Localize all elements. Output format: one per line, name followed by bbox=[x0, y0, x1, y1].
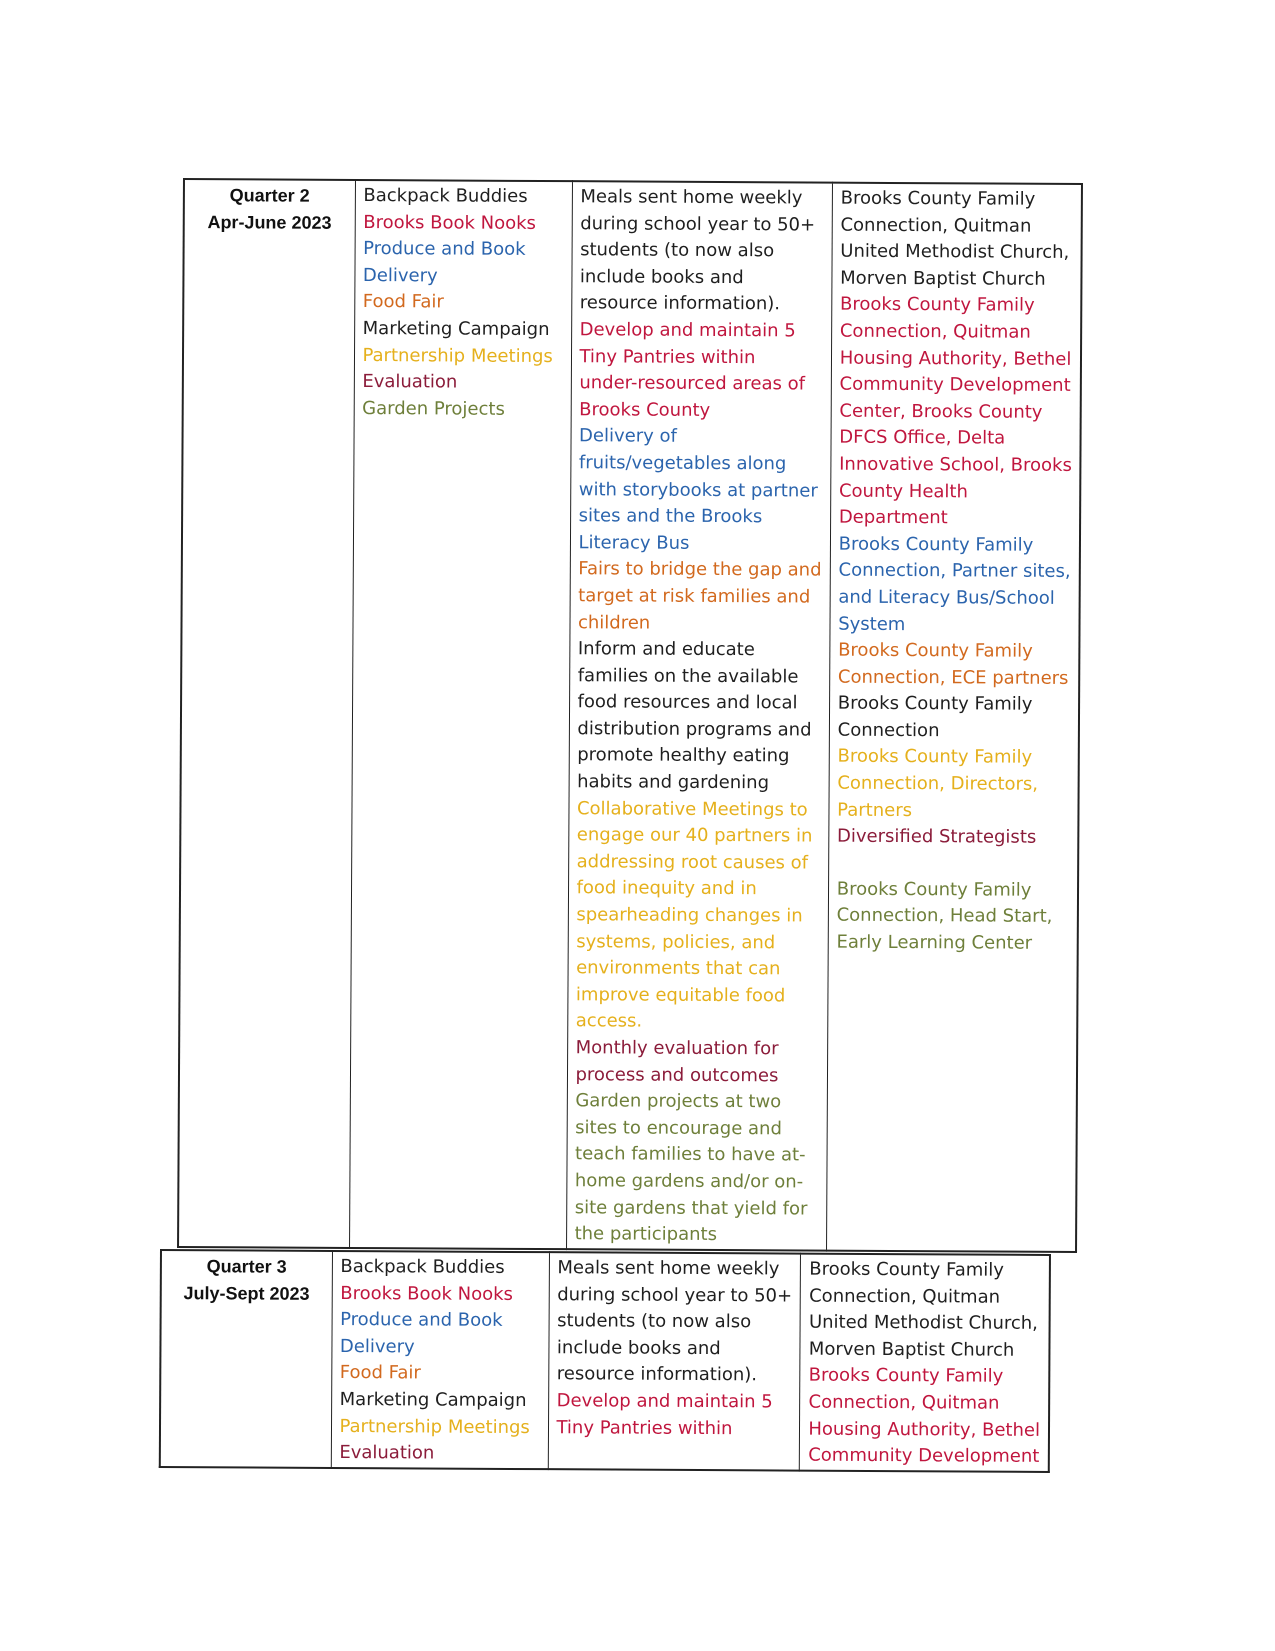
entry-line: Connection, Partner sites, bbox=[838, 559, 1071, 583]
entry-line: Connection, Head Start, bbox=[836, 905, 1053, 928]
entry-line: students (to now also bbox=[580, 239, 775, 262]
entry-line: Morven Baptist Church bbox=[840, 267, 1046, 290]
entry-line: fruits/vegetables along bbox=[578, 452, 787, 475]
entry-block bbox=[580, 184, 824, 318]
entry-line: Brooks County Family bbox=[837, 746, 1033, 769]
entry-line: environments that can bbox=[576, 957, 781, 980]
entry-line: Housing Authority, Bethel bbox=[808, 1418, 1041, 1441]
entry-line: under-resourced areas of bbox=[579, 372, 806, 395]
entry-line: target at risk families and bbox=[578, 585, 811, 608]
entry-line: United Methodist Church, bbox=[808, 1311, 1038, 1335]
entry-line: Monthly evaluation for bbox=[575, 1037, 779, 1060]
descriptions-cell bbox=[548, 1252, 801, 1470]
entry-line: include books and bbox=[579, 265, 744, 288]
entry-line: process and outcomes bbox=[575, 1063, 779, 1086]
entry-line: include books and bbox=[556, 1337, 721, 1359]
table-row bbox=[178, 179, 1082, 1252]
entry-line: engage our 40 partners in bbox=[576, 824, 813, 847]
activities-cell bbox=[331, 1251, 549, 1469]
entry-line: during school year to 50+ bbox=[557, 1283, 793, 1307]
entry-block bbox=[837, 824, 1070, 852]
entry-line: Brooks County Family bbox=[809, 1258, 1005, 1281]
entry-line: addressing root causes of bbox=[576, 851, 809, 874]
entry-line: Literacy Bus bbox=[578, 531, 690, 554]
entry-line: United Methodist Church, bbox=[840, 240, 1070, 264]
entry-line: Connection, Quitman bbox=[809, 1285, 1001, 1308]
entry-line: Meals sent home weekly bbox=[557, 1257, 780, 1280]
entry-line: Brooks County Family bbox=[840, 187, 1036, 210]
entry-line: Brooks County Family bbox=[838, 639, 1033, 662]
entry-line: Develop and maintain 5 bbox=[579, 319, 796, 342]
partners-cell bbox=[826, 183, 1082, 1252]
entry-line: Food Fair bbox=[362, 291, 444, 313]
entry-line: Marketing Campaign bbox=[339, 1388, 527, 1412]
entry-block bbox=[340, 1387, 540, 1415]
entry-line: Backpack Buddies bbox=[363, 185, 528, 207]
entry-block bbox=[836, 851, 1069, 958]
entry-block bbox=[578, 557, 822, 638]
entry-line: Connection bbox=[837, 719, 940, 742]
entry-line: distribution programs and bbox=[577, 718, 812, 741]
entry-line: with storybooks at partner bbox=[578, 478, 818, 502]
entry-line: Tiny Pantries within bbox=[556, 1416, 733, 1439]
entry-line: Produce and Book bbox=[363, 238, 526, 261]
partners-cell bbox=[800, 1254, 1050, 1472]
entry-block bbox=[362, 396, 562, 424]
entry-line: habits and gardening bbox=[577, 771, 770, 794]
entry-line: sites to encourage and bbox=[575, 1116, 782, 1140]
entry-line: Delivery bbox=[339, 1335, 415, 1358]
entry-block bbox=[579, 317, 823, 425]
entry-block bbox=[808, 1363, 1040, 1471]
entry-line: Partnership Meetings bbox=[339, 1415, 530, 1438]
entry-line: sites and the Brooks bbox=[578, 505, 763, 528]
entry-block bbox=[575, 1088, 819, 1249]
entry-line: resource information). bbox=[556, 1363, 758, 1386]
entry-line: food inequity and in bbox=[576, 877, 757, 900]
entry-line: Develop and maintain 5 bbox=[556, 1390, 773, 1413]
entry-line: Delivery bbox=[362, 264, 438, 287]
entry-line: Connection, Quitman bbox=[808, 1391, 1000, 1414]
activities-cell bbox=[349, 180, 572, 1249]
schedule-table-quarter-3 bbox=[159, 1249, 1051, 1473]
entry-line: improve equitable food bbox=[575, 984, 786, 1007]
entry-line: site gardens that yield for bbox=[574, 1196, 808, 1220]
quarter-label: Quarter 3 bbox=[206, 1256, 287, 1277]
entry-block bbox=[809, 1257, 1041, 1365]
entry-block bbox=[340, 1307, 540, 1361]
entry-line: and Literacy Bus/School bbox=[838, 586, 1055, 609]
entry-block bbox=[838, 638, 1071, 692]
entry-line: systems, policies, and bbox=[576, 930, 776, 953]
entry-line: Brooks Book Nooks bbox=[363, 211, 537, 234]
entry-line: Evaluation bbox=[362, 371, 458, 393]
entry-line: System bbox=[838, 613, 906, 635]
entry-block bbox=[363, 289, 563, 317]
entry-line: Inform and educate bbox=[577, 638, 755, 661]
entry-line: Early Learning Center bbox=[836, 931, 1033, 954]
entry-line: Morven Baptist Church bbox=[808, 1338, 1015, 1361]
quarter-period: July-Sept 2023 bbox=[183, 1282, 310, 1304]
entry-block bbox=[838, 531, 1071, 639]
entry-block bbox=[837, 744, 1070, 825]
entry-line: teach families to have at- bbox=[574, 1143, 806, 1166]
descriptions-cell bbox=[566, 181, 832, 1250]
entry-line: County Health bbox=[838, 480, 968, 502]
entry-line: Produce and Book bbox=[340, 1309, 503, 1332]
entry-line: home gardens and/or on- bbox=[574, 1170, 804, 1193]
quarter-cell bbox=[160, 1250, 332, 1468]
entry-line: DFCS Office, Delta bbox=[839, 427, 1006, 449]
entry-line: Diversified Strategists bbox=[837, 825, 1037, 849]
entry-line: during school year to 50+ bbox=[580, 212, 816, 236]
quarter-label: Quarter 2 bbox=[229, 185, 310, 206]
entry-line: promote healthy eating bbox=[577, 744, 790, 767]
entry-line: Community Development bbox=[808, 1444, 1040, 1468]
schedule-table-quarter-2 bbox=[177, 178, 1083, 1253]
entry-line: Collaborative Meetings to bbox=[576, 797, 808, 821]
entry-line: Housing Authority, Bethel bbox=[839, 347, 1072, 370]
entry-line: Brooks County Family bbox=[838, 533, 1034, 556]
entry-block bbox=[840, 186, 1073, 294]
entry-line: Innovative School, Brooks bbox=[839, 453, 1072, 476]
entry-line: Brooks Book Nooks bbox=[340, 1282, 514, 1305]
entry-block bbox=[362, 343, 562, 371]
entry-block bbox=[363, 210, 563, 238]
entry-line: Backpack Buddies bbox=[340, 1256, 505, 1278]
entry-block bbox=[576, 796, 821, 1037]
entry-block bbox=[363, 236, 563, 290]
entry-line: Evaluation bbox=[339, 1442, 435, 1464]
entry-line: Tiny Pantries within bbox=[579, 345, 756, 368]
entry-line: Garden Projects bbox=[362, 397, 505, 420]
entry-block bbox=[340, 1360, 540, 1388]
entry-line: Food Fair bbox=[339, 1362, 421, 1384]
entry-block bbox=[839, 292, 1073, 533]
quarter-period: Apr-June 2023 bbox=[207, 211, 332, 233]
entry-block bbox=[340, 1281, 540, 1309]
entry-line: spearheading changes in bbox=[576, 904, 803, 927]
entry-block bbox=[362, 369, 562, 397]
entry-block bbox=[838, 691, 1071, 745]
entry-line: the participants bbox=[574, 1223, 718, 1246]
entry-block bbox=[556, 1388, 791, 1442]
entry-block bbox=[339, 1414, 539, 1442]
entry-line: Connection, Quitman bbox=[839, 320, 1031, 343]
entry-line: Department bbox=[838, 506, 948, 529]
table-row bbox=[160, 1250, 1050, 1472]
entry-line: Brooks County Family bbox=[836, 878, 1032, 901]
entry-line: Connection, Directors, bbox=[837, 772, 1039, 795]
entry-line: Partners bbox=[837, 799, 913, 821]
entry-line: Brooks County Family bbox=[839, 294, 1035, 317]
entry-line: Marketing Campaign bbox=[362, 317, 550, 341]
entry-block bbox=[575, 1035, 819, 1090]
entry-block bbox=[339, 1440, 539, 1468]
entry-line: students (to now also bbox=[557, 1310, 752, 1333]
entry-block bbox=[578, 424, 822, 558]
entry-line: Community Development bbox=[839, 373, 1071, 397]
quarter-cell bbox=[178, 179, 355, 1248]
entry-line: Partnership Meetings bbox=[362, 344, 553, 367]
entry-line: Brooks County Family bbox=[837, 692, 1033, 716]
entry-block bbox=[363, 316, 563, 344]
entry-block bbox=[363, 183, 563, 211]
entry-line: children bbox=[577, 611, 651, 634]
entry-line: Delivery of bbox=[579, 425, 677, 448]
entry-line: access. bbox=[575, 1010, 643, 1032]
entry-line: Connection, ECE partners bbox=[837, 666, 1069, 689]
entry-line: families on the available bbox=[577, 664, 799, 688]
entry-line: Garden projects at two bbox=[575, 1090, 782, 1113]
entry-block bbox=[577, 636, 821, 797]
entry-line: Brooks County bbox=[579, 398, 711, 421]
entry-line: Center, Brooks County bbox=[839, 400, 1043, 423]
entry-line: resource information). bbox=[579, 292, 781, 315]
entry-line: Meals sent home weekly bbox=[580, 186, 803, 209]
entry-block bbox=[557, 1255, 793, 1389]
entry-line: Connection, Quitman bbox=[840, 214, 1032, 237]
entry-line: Brooks County Family bbox=[808, 1365, 1004, 1388]
entry-line: food resources and local bbox=[577, 691, 798, 714]
entry-block bbox=[340, 1254, 540, 1282]
entry-line: Fairs to bridge the gap and bbox=[578, 558, 822, 581]
